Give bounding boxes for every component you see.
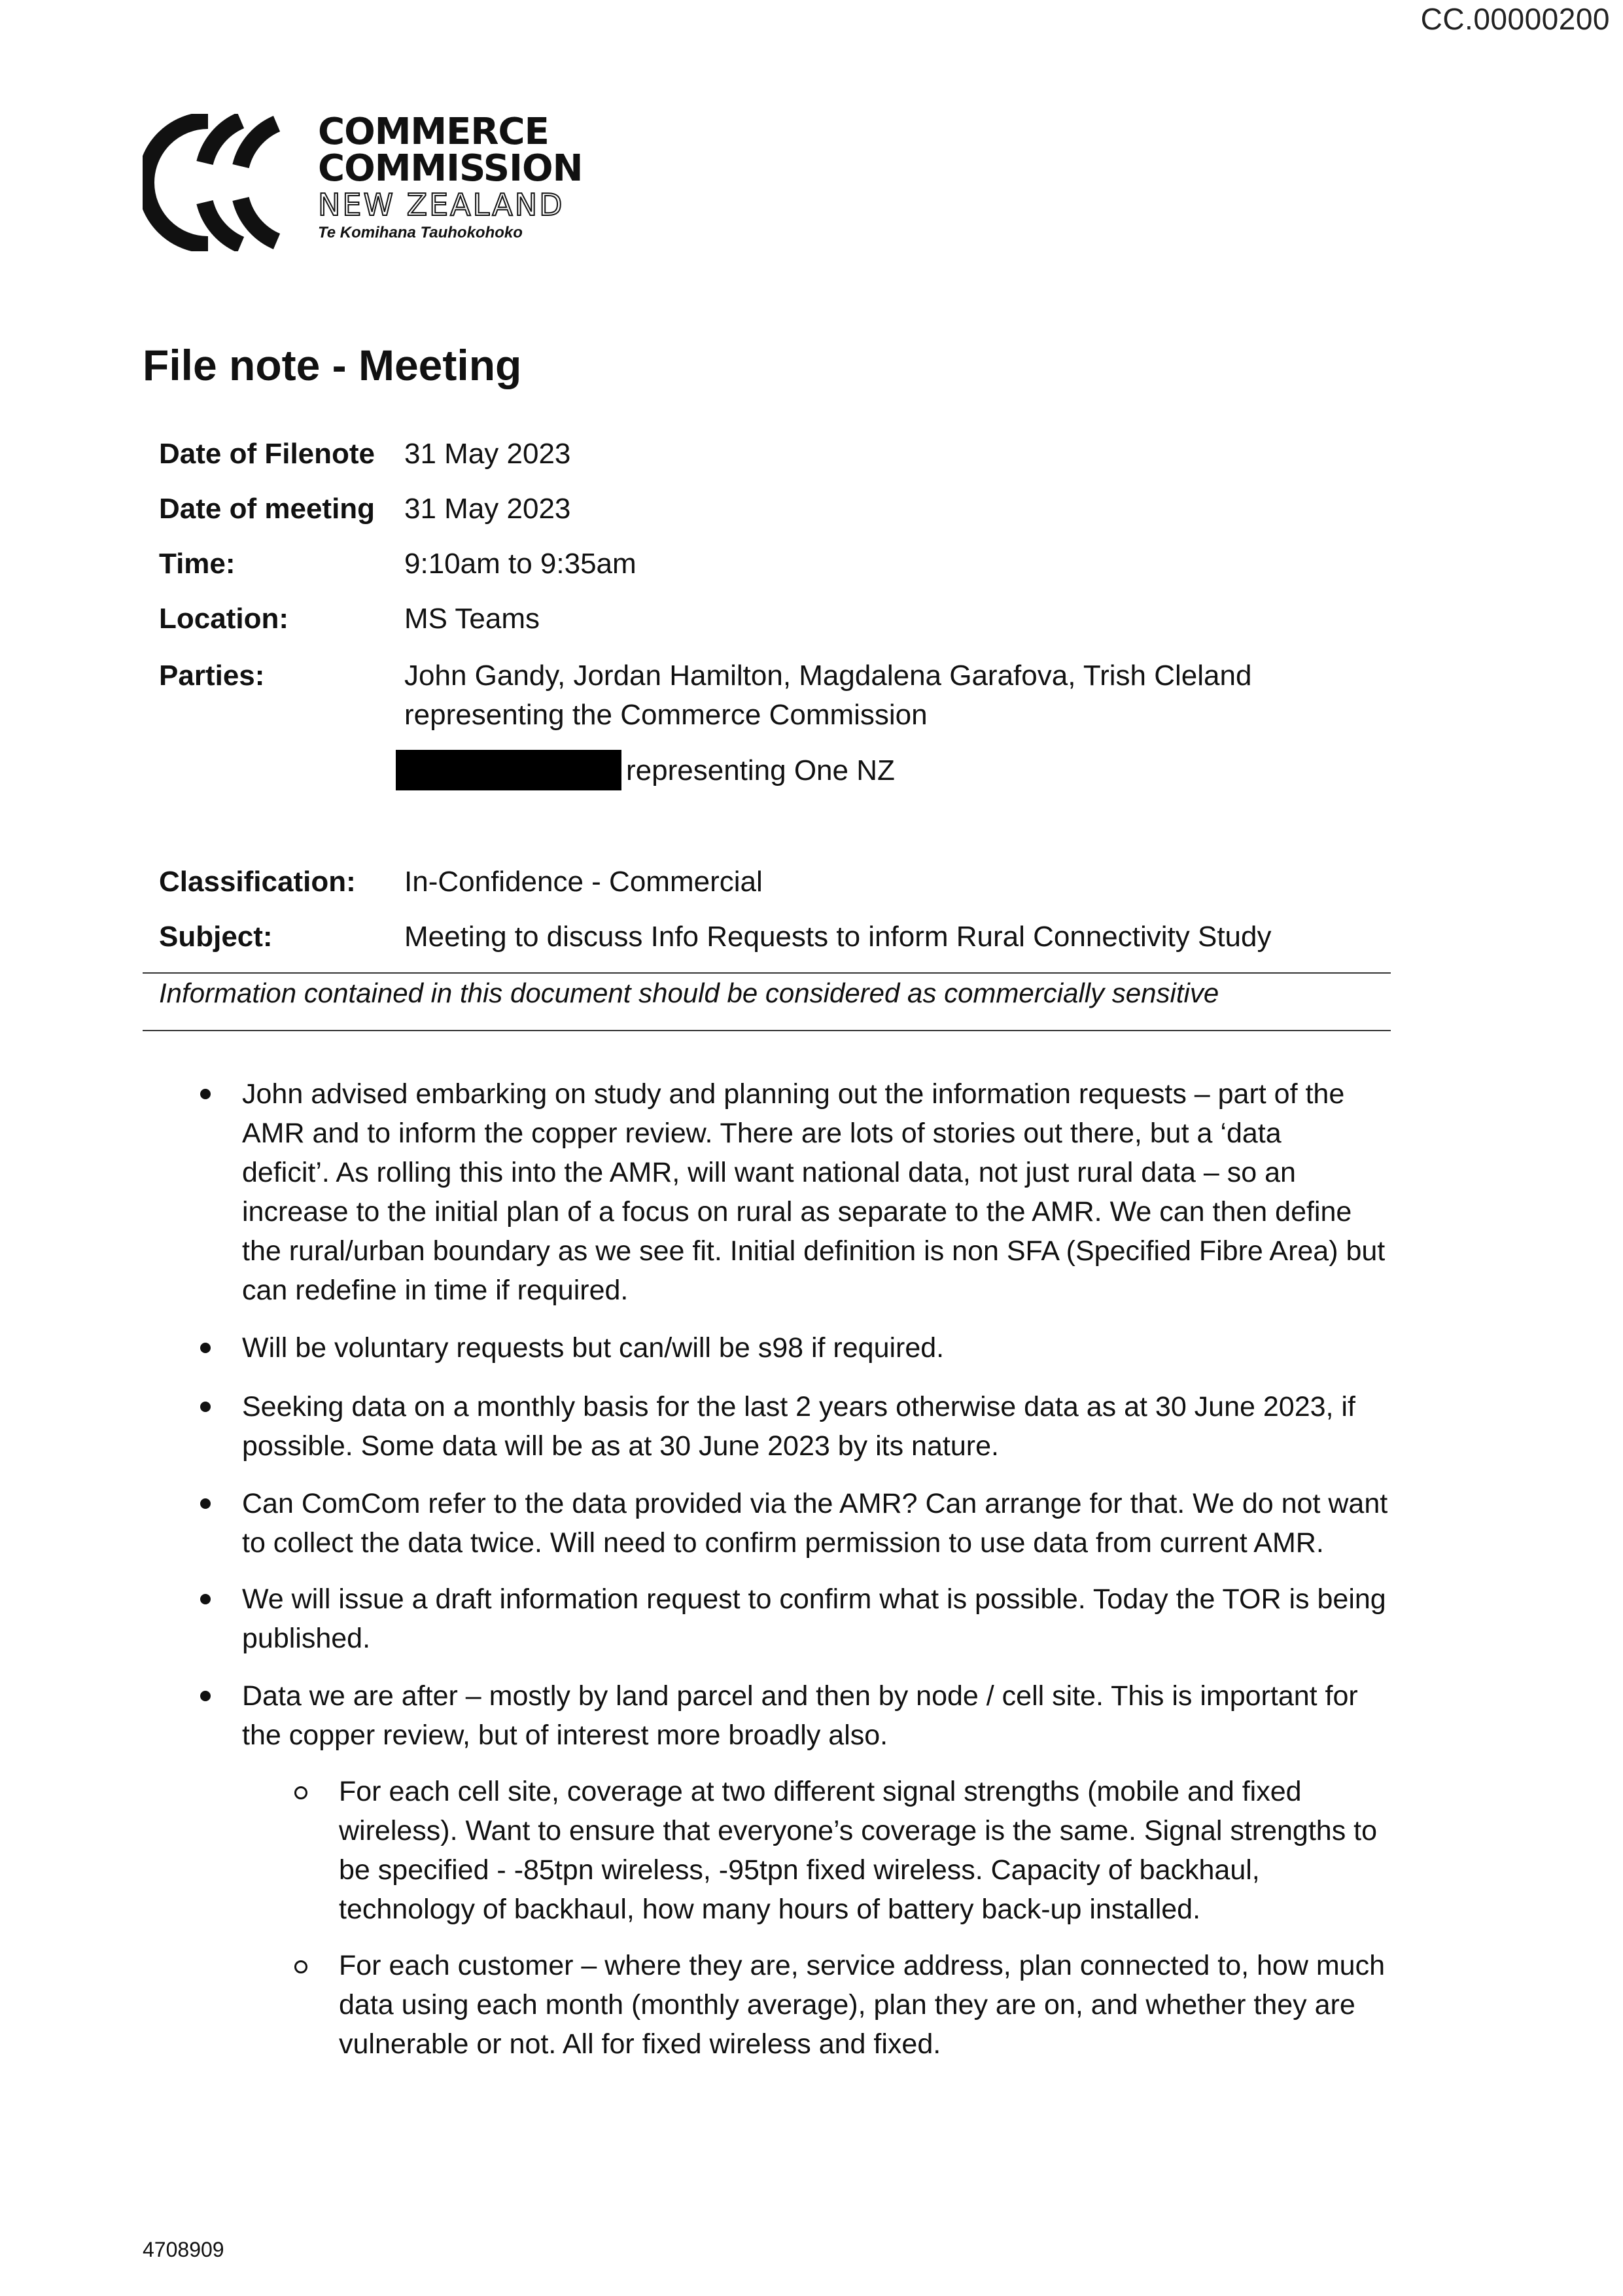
- meta-label: Date of Filenote: [159, 438, 375, 470]
- meta-value: 31 May 2023: [404, 438, 571, 470]
- list-item-line: AMR and to inform the copper review. There are lots of stories out there, but a ‘data: [242, 1118, 1282, 1149]
- list-item-line: wireless). Want to ensure that everyone’s coverage is the same. Signal strengths to: [339, 1815, 1378, 1846]
- footer-document-number: 4708909: [143, 2238, 224, 2261]
- meta-label: Subject:: [159, 921, 273, 953]
- logo-mark-icon: [143, 114, 306, 251]
- logo-text-commerce: COMMERCE: [318, 111, 549, 153]
- list-item-line: Can ComCom refer to the data provided via the AMR? Can arrange for that. We do not want: [242, 1488, 1388, 1519]
- meta-value: 31 May 2023: [404, 493, 571, 525]
- list-item-line: increase to the initial plan of a focus on rural as separate to the AMR. We can then define: [242, 1196, 1352, 1227]
- meta-value: In-Confidence - Commercial: [404, 866, 763, 898]
- list-item-line: Will be voluntary requests but can/will be s98 if required.: [242, 1332, 945, 1364]
- list-item-line: published.: [242, 1623, 371, 1654]
- list-item-line: Data we are after – mostly by land parcel and then by node / cell site. This is important for: [242, 1680, 1358, 1712]
- document-reference-id: CC.00000200: [1420, 2, 1610, 36]
- list-item: [242, 1676, 1472, 1755]
- sub-list-item: [339, 1946, 1472, 2064]
- list-item-line: possible. Some data will be as at 30 June 2023 by its nature.: [242, 1430, 999, 1462]
- list-item-line: technology of backhaul, how many hours of battery back-up installed.: [339, 1894, 1201, 1925]
- list-item-line: We will issue a draft information request to confirm what is possible. Today the TOR is being: [242, 1583, 1386, 1615]
- list-item-line: to collect the data twice. Will need to confirm permission to use data from current AMR.: [242, 1527, 1324, 1559]
- list-item: [242, 1074, 1472, 1310]
- list-item-line: For each cell site, coverage at two different signal strengths (mobile and fixed: [339, 1776, 1302, 1807]
- meta-label: Location:: [159, 603, 288, 635]
- list-item-line: Seeking data on a monthly basis for the last 2 years otherwise data as at 30 June 2023, if: [242, 1391, 1355, 1422]
- meta-label: Parties:: [159, 660, 265, 692]
- list-item-line: the rural/urban boundary as we see fit. Initial definition is non SFA (Specified Fibre Area) but: [242, 1235, 1386, 1267]
- list-item: [242, 1387, 1472, 1466]
- list-item-line: vulnerable or not. All for fixed wireless and fixed.: [339, 2028, 941, 2060]
- meta-value-parties-line3: representing One NZ: [626, 754, 895, 786]
- meta-value-parties-line1: John Gandy, Jordan Hamilton, Magdalena Garafova, Trish Cleland: [404, 660, 1252, 692]
- meta-value-parties-line2: representing the Commerce Commission: [404, 699, 928, 731]
- list-item-line: deficit’. As rolling this into the AMR, will want national data, not just rural data – so an: [242, 1157, 1296, 1188]
- logo-text-commission: COMMISSION: [318, 147, 583, 190]
- list-item-line: can redefine in time if required.: [242, 1275, 629, 1306]
- redaction-block: [396, 750, 621, 790]
- list-item-line: data using each month (monthly average), plan they are on, and whether they are: [339, 1989, 1355, 2021]
- logo-text-new-zealand: NEW ZEALAND: [318, 187, 565, 222]
- confidentiality-notice: Information contained in this document should be considered as commercially sensitive: [159, 978, 1219, 1008]
- commerce-commission-logo: [143, 111, 601, 251]
- page-title: File note - Meeting: [143, 341, 522, 389]
- list-item: [242, 1484, 1472, 1563]
- meta-value: MS Teams: [404, 603, 540, 635]
- meta-value: Meeting to discuss Info Requests to inform Rural Connectivity Study: [404, 921, 1272, 953]
- logo-text-maori-name: Te Komihana Tauhokohoko: [318, 224, 523, 241]
- list-item-line: the copper review, but of interest more broadly also.: [242, 1720, 888, 1751]
- list-item-line: John advised embarking on study and planning out the information requests – part of the: [242, 1078, 1345, 1110]
- meta-value: 9:10am to 9:35am: [404, 548, 637, 580]
- list-item: [242, 1328, 1472, 1368]
- list-item-line: For each customer – where they are, service address, plan connected to, how much: [339, 1950, 1385, 1981]
- meta-label: Time:: [159, 548, 236, 580]
- divider-bottom: [143, 1030, 1391, 1031]
- meta-label: Date of meeting: [159, 493, 375, 525]
- list-item-line: be specified - -85tpn wireless, -95tpn fixed wireless. Capacity of backhaul,: [339, 1854, 1260, 1886]
- meta-label: Classification:: [159, 866, 356, 898]
- sub-list-item: [339, 1772, 1472, 1929]
- list-item: [242, 1580, 1472, 1658]
